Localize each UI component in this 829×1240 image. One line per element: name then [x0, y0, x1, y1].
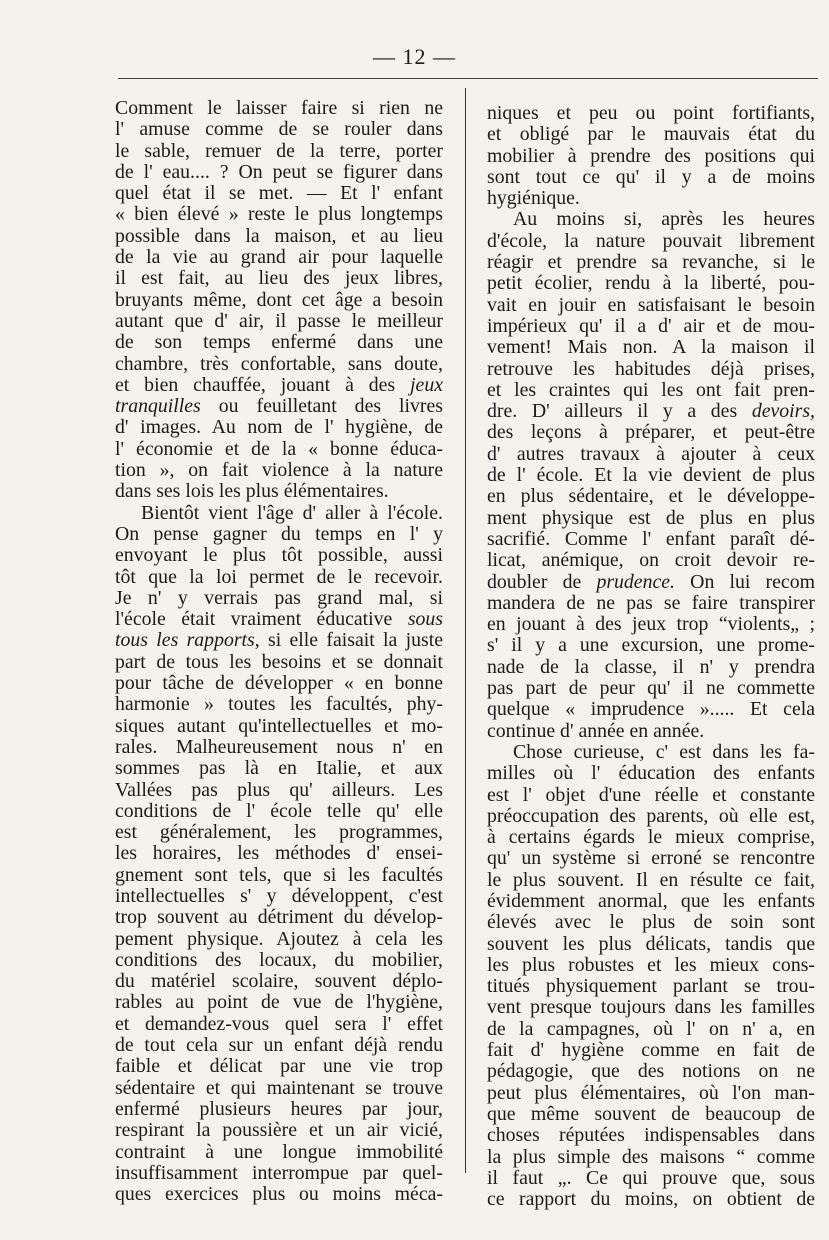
text-line: réagir et prendre sa revanche, si le: [487, 252, 815, 274]
text-line: tôt que la loi permet de le recevoir.: [115, 566, 443, 588]
text-line: sommes pas là en Italie, et aux: [115, 758, 443, 780]
text-line: est l' objet d'une réelle et constante: [487, 784, 815, 806]
text-line: que même souvent de beaucoup de: [487, 1103, 815, 1125]
text-line: rales. Malheureusement nous n' en: [115, 736, 443, 758]
text-line: élevés avec le plus de soin sont: [487, 912, 815, 934]
text-line: les plus robustes et les mieux cons-: [487, 954, 815, 976]
text-line: mandera de ne pas se faire transpirer: [487, 592, 815, 614]
text-line: à certains égards le mieux comprise,: [487, 827, 815, 849]
text-line: sacrifié. Comme l' enfant paraît dé-: [487, 528, 815, 550]
text-line: conditions de l' école telle qu' elle: [115, 800, 443, 822]
text-line: peut plus élémentaires, où l'on man-: [487, 1082, 815, 1104]
text-line: pédagogie, que des notions on ne: [487, 1061, 815, 1083]
text-line: faible et délicat par une vie trop: [115, 1056, 443, 1078]
text-line: conditions des locaux, du mobilier,: [115, 949, 443, 971]
text-line: dans ses lois les plus élémentaires.: [115, 481, 389, 503]
text-line: respirant la poussière et un air vicié,: [115, 1120, 443, 1142]
text-line: vent presque toujours dans les familles: [487, 997, 815, 1019]
text-line: Bientôt vient l'âge d' aller à l'école.: [141, 502, 443, 524]
text-line: nade de la classe, il n' y prendra: [487, 656, 815, 678]
text-line: le plus souvent. Il en résulte ce fait,: [487, 869, 815, 891]
text-line: Comment le laisser faire si rien ne: [115, 98, 443, 119]
text-line: contraint à une longue immobilité: [115, 1141, 443, 1163]
text-line: vement! Mais non. A la maison il: [487, 337, 815, 359]
text-line: la plus simple des maisons “ comme: [487, 1146, 815, 1168]
text-line: doubler de prudence. On lui recom: [487, 571, 815, 593]
text-line: « bien élevé » reste le plus longtemps: [115, 204, 443, 226]
text-line: On pense gagner du temps en l' y: [115, 523, 443, 545]
text-line: vait en jouir en satisfaisant le besoin: [487, 294, 815, 316]
column-divider: [465, 88, 466, 1173]
text-line: quelque « imprudence »..... Et cela: [487, 699, 815, 721]
right-column: [487, 103, 815, 1210]
text-line: sont tout ce qu' il y a de moins: [487, 166, 815, 188]
text-line: intellectuelles s' y développent, c'est: [115, 885, 443, 907]
text-line: en jouant à des jeux trop “violents„ ;: [487, 614, 815, 636]
text-line: tion », on fait violence à la nature: [115, 460, 443, 482]
text-line: pas part de peur qu' il ne commette: [487, 678, 815, 700]
text-line: fait d' hygiène comme en fait de: [487, 1040, 815, 1062]
text-line: de la campagnes, où l' on n' a, en: [487, 1018, 815, 1040]
text-line: possible dans la maison, et au lieu: [115, 225, 443, 247]
text-line: le sable, remuer de la terre, porter: [115, 140, 443, 162]
text-line: d' autres travaux à ajouter à ceux: [487, 443, 815, 465]
text-line: petit écolier, rendu à la liberté, pou-: [487, 273, 815, 295]
text-line: continue d' année en année.: [487, 720, 705, 742]
text-line: quel état il se met. — Et l' enfant: [115, 183, 443, 205]
text-line: évidemment anormal, que les enfants: [487, 890, 815, 912]
text-line: et demandez-vous quel sera l' effet: [115, 1013, 443, 1035]
text-line: chambre, très confortable, sans doute,: [115, 353, 443, 375]
text-line: l'école était vraiment éducative sous: [115, 609, 443, 631]
text-line: hygiénique.: [487, 188, 580, 210]
text-line: rables au point de vue de l'hygiène,: [115, 992, 443, 1014]
text-line: souvent les plus délicats, tandis que: [487, 933, 815, 955]
text-line: de l' école. Et la vie devient de plus: [487, 465, 815, 487]
text-line: de son temps enfermé dans une: [115, 332, 443, 354]
text-line: qu' un système si erroné se rencontre: [487, 848, 815, 870]
header-rule: [118, 78, 818, 79]
text-line: des leçons à préparer, et peut-être: [487, 422, 815, 444]
text-line: les horaires, les méthodes d' ensei-: [115, 843, 443, 865]
text-line: ment physique est de plus en plus: [487, 507, 815, 529]
text-line: part de tous les besoins et se donnait: [115, 651, 443, 673]
text-line: l' économie et de la « bonne éduca-: [115, 438, 443, 460]
text-line: d'école, la nature pouvait librement: [487, 230, 815, 252]
text-line: insuffisamment interrompue par quel-: [115, 1162, 443, 1184]
text-line: mobilier à prendre des positions qui: [487, 145, 815, 167]
text-line: en plus sédentaire, et le développe-: [487, 486, 815, 508]
text-line: d' images. Au nom de l' hygiène, de: [115, 417, 443, 439]
text-line: sédentaire et qui maintenant se trouve: [115, 1077, 443, 1099]
left-column: [115, 98, 443, 1205]
text-line: et obligé par le mauvais état du: [487, 124, 815, 146]
text-line: pement physique. Ajoutez à cela les: [115, 928, 443, 950]
text-line: bruyants même, dont cet âge a besoin: [115, 289, 443, 311]
text-line: licat, anémique, on croit devoir re-: [487, 550, 815, 572]
text-line: l' amuse comme de se rouler dans: [115, 119, 443, 141]
text-line: harmonie » toutes les facultés, phy-: [115, 694, 443, 716]
text-line: dre. D' ailleurs il y a des devoirs,: [487, 401, 815, 423]
text-line: tranquilles ou feuilletant des livres: [115, 396, 443, 418]
text-line: enfermé plusieurs heures par jour,: [115, 1098, 443, 1120]
text-line: et les craintes qui les ont fait pren-: [487, 379, 815, 401]
text-line: envoyant le plus tôt possible, aussi: [115, 545, 443, 567]
text-line: Au moins si, après les heures: [513, 209, 815, 231]
text-line: préoccupation des parents, où elle est,: [487, 805, 815, 827]
text-line: du matériel scolaire, souvent déplo-: [115, 971, 443, 993]
text-line: ques exercices plus ou moins méca-: [115, 1184, 443, 1206]
text-line: ce rapport du moins, on obtient de: [487, 1189, 815, 1211]
text-line: titués physiquement parlant se trou-: [487, 976, 815, 998]
text-line: de la vie au grand air pour laquelle: [115, 247, 443, 269]
text-line: siques autant qu'intellectuelles et mo-: [115, 715, 443, 737]
text-line: choses réputées indispensables dans: [487, 1125, 815, 1147]
text-line: il est fait, au lieu des jeux libres,: [115, 268, 443, 290]
text-line: et bien chauffée, jouant à des jeux: [115, 374, 443, 396]
text-line: milles où l' éducation des enfants: [487, 763, 815, 785]
text-line: Je n' y verrais pas grand mal, si: [115, 587, 443, 609]
text-line: pour tâche de développer « en bonne: [115, 673, 443, 695]
text-line: gnement sont tels, que si les facultés: [115, 864, 443, 886]
page-number: — 12 —: [373, 44, 456, 69]
text-line: de tout cela sur un enfant déjà rendu: [115, 1035, 443, 1057]
text-line: autant que d' air, il passe le meilleur: [115, 310, 443, 332]
text-line: est généralement, les programmes,: [115, 822, 443, 844]
text-line: s' il y a une excursion, une prome-: [487, 635, 815, 657]
text-line: Chose curieuse, c' est dans les fa-: [513, 741, 815, 763]
text-line: retrouve les habitudes déjà prises,: [487, 358, 815, 380]
text-line: niques et peu ou point fortifiants,: [487, 103, 815, 124]
text-line: impérieux qu' il a d' air et de mou-: [487, 315, 815, 337]
text-line: de l' eau.... ? On peut se figurer dans: [115, 161, 443, 183]
text-line: trop souvent au détriment du dévelop-: [115, 907, 443, 929]
text-line: tous les rapports, si elle faisait la juste: [115, 630, 443, 652]
text-line: il faut „. Ce qui prouve que, sous: [487, 1167, 815, 1189]
text-line: Vallées pas plus qu' ailleurs. Les: [115, 779, 443, 801]
